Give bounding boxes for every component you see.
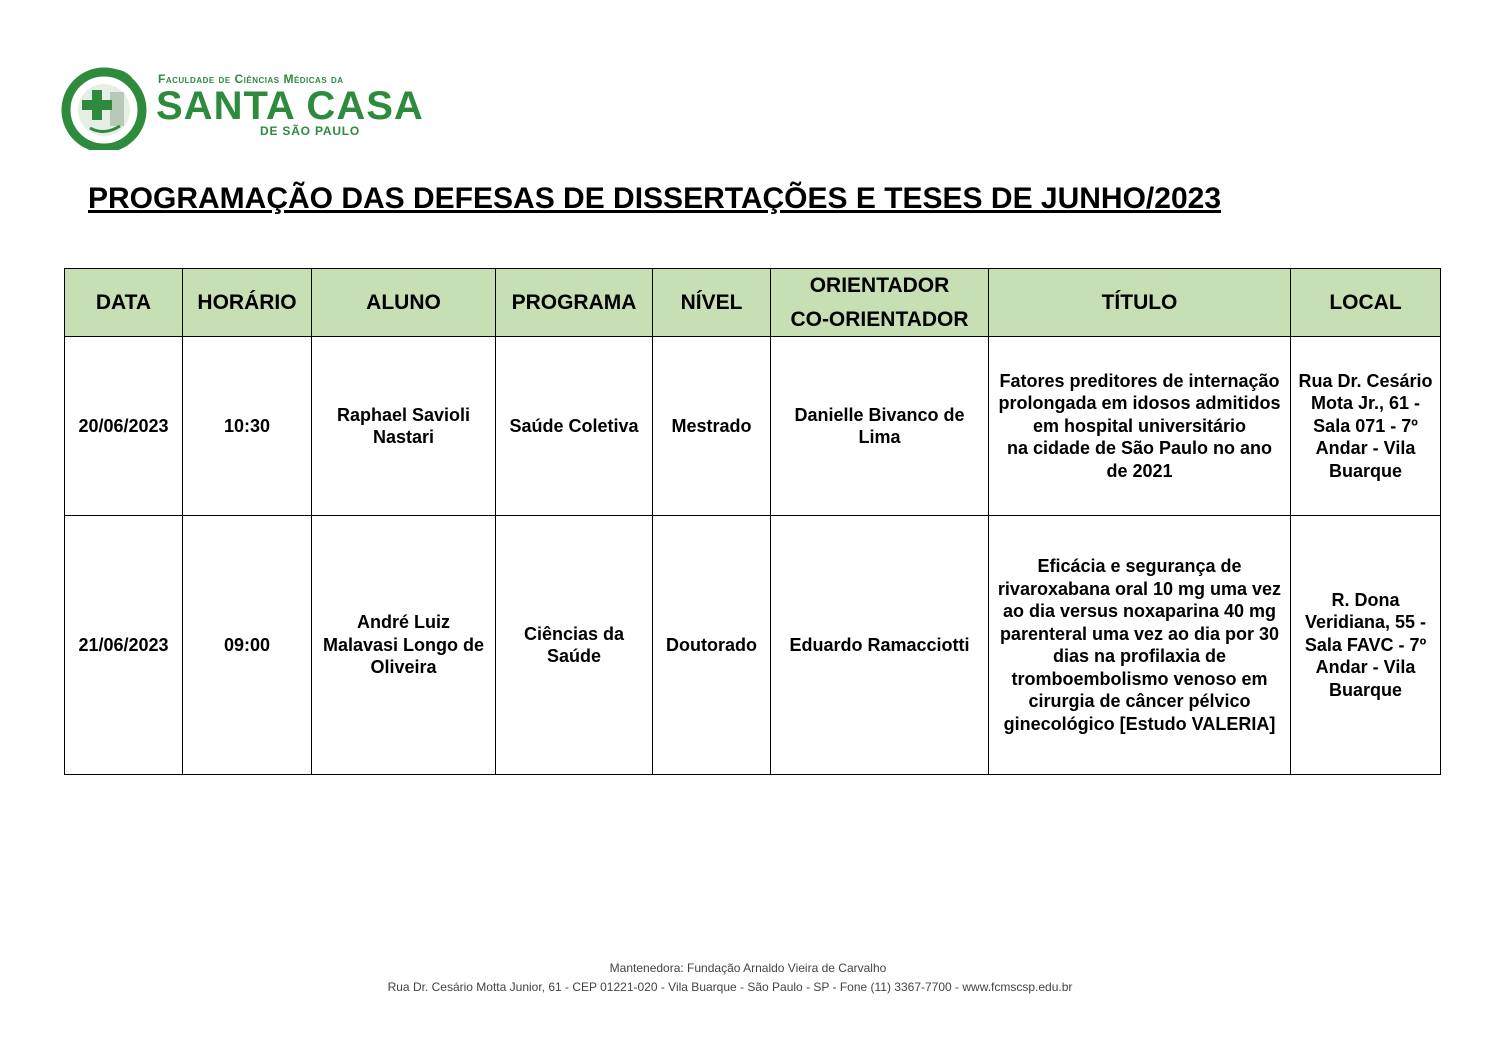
cell-data: 21/06/2023 [65,516,183,775]
cell-nivel: Mestrado [653,337,771,516]
logo-santa-casa-text: SANTA CASA [156,84,424,128]
header-local: LOCAL [1291,269,1441,337]
cell-orientador: Danielle Bivanco de Lima [771,337,989,516]
defense-schedule-table [64,268,1441,775]
cell-horario: 09:00 [183,516,312,775]
table-row [65,516,1441,775]
cell-titulo: Fatores preditores de internação prolongada em idosos admitidos em hospital universitário na cidade de São Paulo no ano de 2021 [989,337,1291,516]
cell-data: 20/06/2023 [65,337,183,516]
header-aluno: ALUNO [312,269,496,337]
cell-orientador: Eduardo Ramacciotti [771,516,989,775]
logo-sao-paulo-text: DE SÃO PAULO [260,124,361,138]
cell-aluno: André Luiz Malavasi Longo de Oliveira [312,516,496,775]
footer-mantenedora: Mantenedora: Fundação Arnaldo Vieira de Carvalho [609,961,887,975]
logo-faculty-text: Faculdade de Ciências Médicas da [158,72,344,86]
institution-logo [60,66,424,150]
cell-local: Rua Dr. Cesário Mota Jr., 61 - Sala 071 - 7º Andar - Vila Buarque [1291,337,1441,516]
santa-casa-emblem-icon [60,66,148,150]
cell-aluno: Raphael Savioli Nastari [312,337,496,516]
header-data: DATA [65,269,183,337]
page-title: PROGRAMAÇÃO DAS DEFESAS DE DISSERTAÇÕES E TESES DE JUNHO/2023 [88,182,1221,215]
header-coorientador-label: CO-ORIENTADOR [790,307,969,331]
cell-programa: Ciências da Saúde [496,516,653,775]
header-orientador [771,269,989,337]
header-orientador-label: ORIENTADOR [809,274,950,297]
table-row [65,337,1441,516]
cell-titulo: Eficácia e segurança de rivaroxabana oral 10 mg uma vez ao dia versus noxaparina 40 mg parenteral uma vez ao dia por 30 dias na profilaxia de tromboembolismo venoso em cirurgia de câncer pélvico ginecológico [Estudo VALERIA] [989,516,1291,775]
table-header-row [65,269,1441,337]
cell-local: R. Dona Veridiana, 55 - Sala FAVC - 7º Andar - Vila Buarque [1291,516,1441,775]
footer-address: Rua Dr. Cesário Motta Junior, 61 - CEP 01221-020 - Vila Buarque - São Paulo - SP - Fone (11) 3367-7700 - www.fcmscsp.edu.br [387,980,1073,994]
header-programa: PROGRAMA [496,269,653,337]
cell-programa: Saúde Coletiva [496,337,653,516]
header-horario: HORÁRIO [183,269,312,337]
cell-horario: 10:30 [183,337,312,516]
header-titulo: TÍTULO [989,269,1291,337]
header-nivel: NÍVEL [653,269,771,337]
cell-nivel: Doutorado [653,516,771,775]
